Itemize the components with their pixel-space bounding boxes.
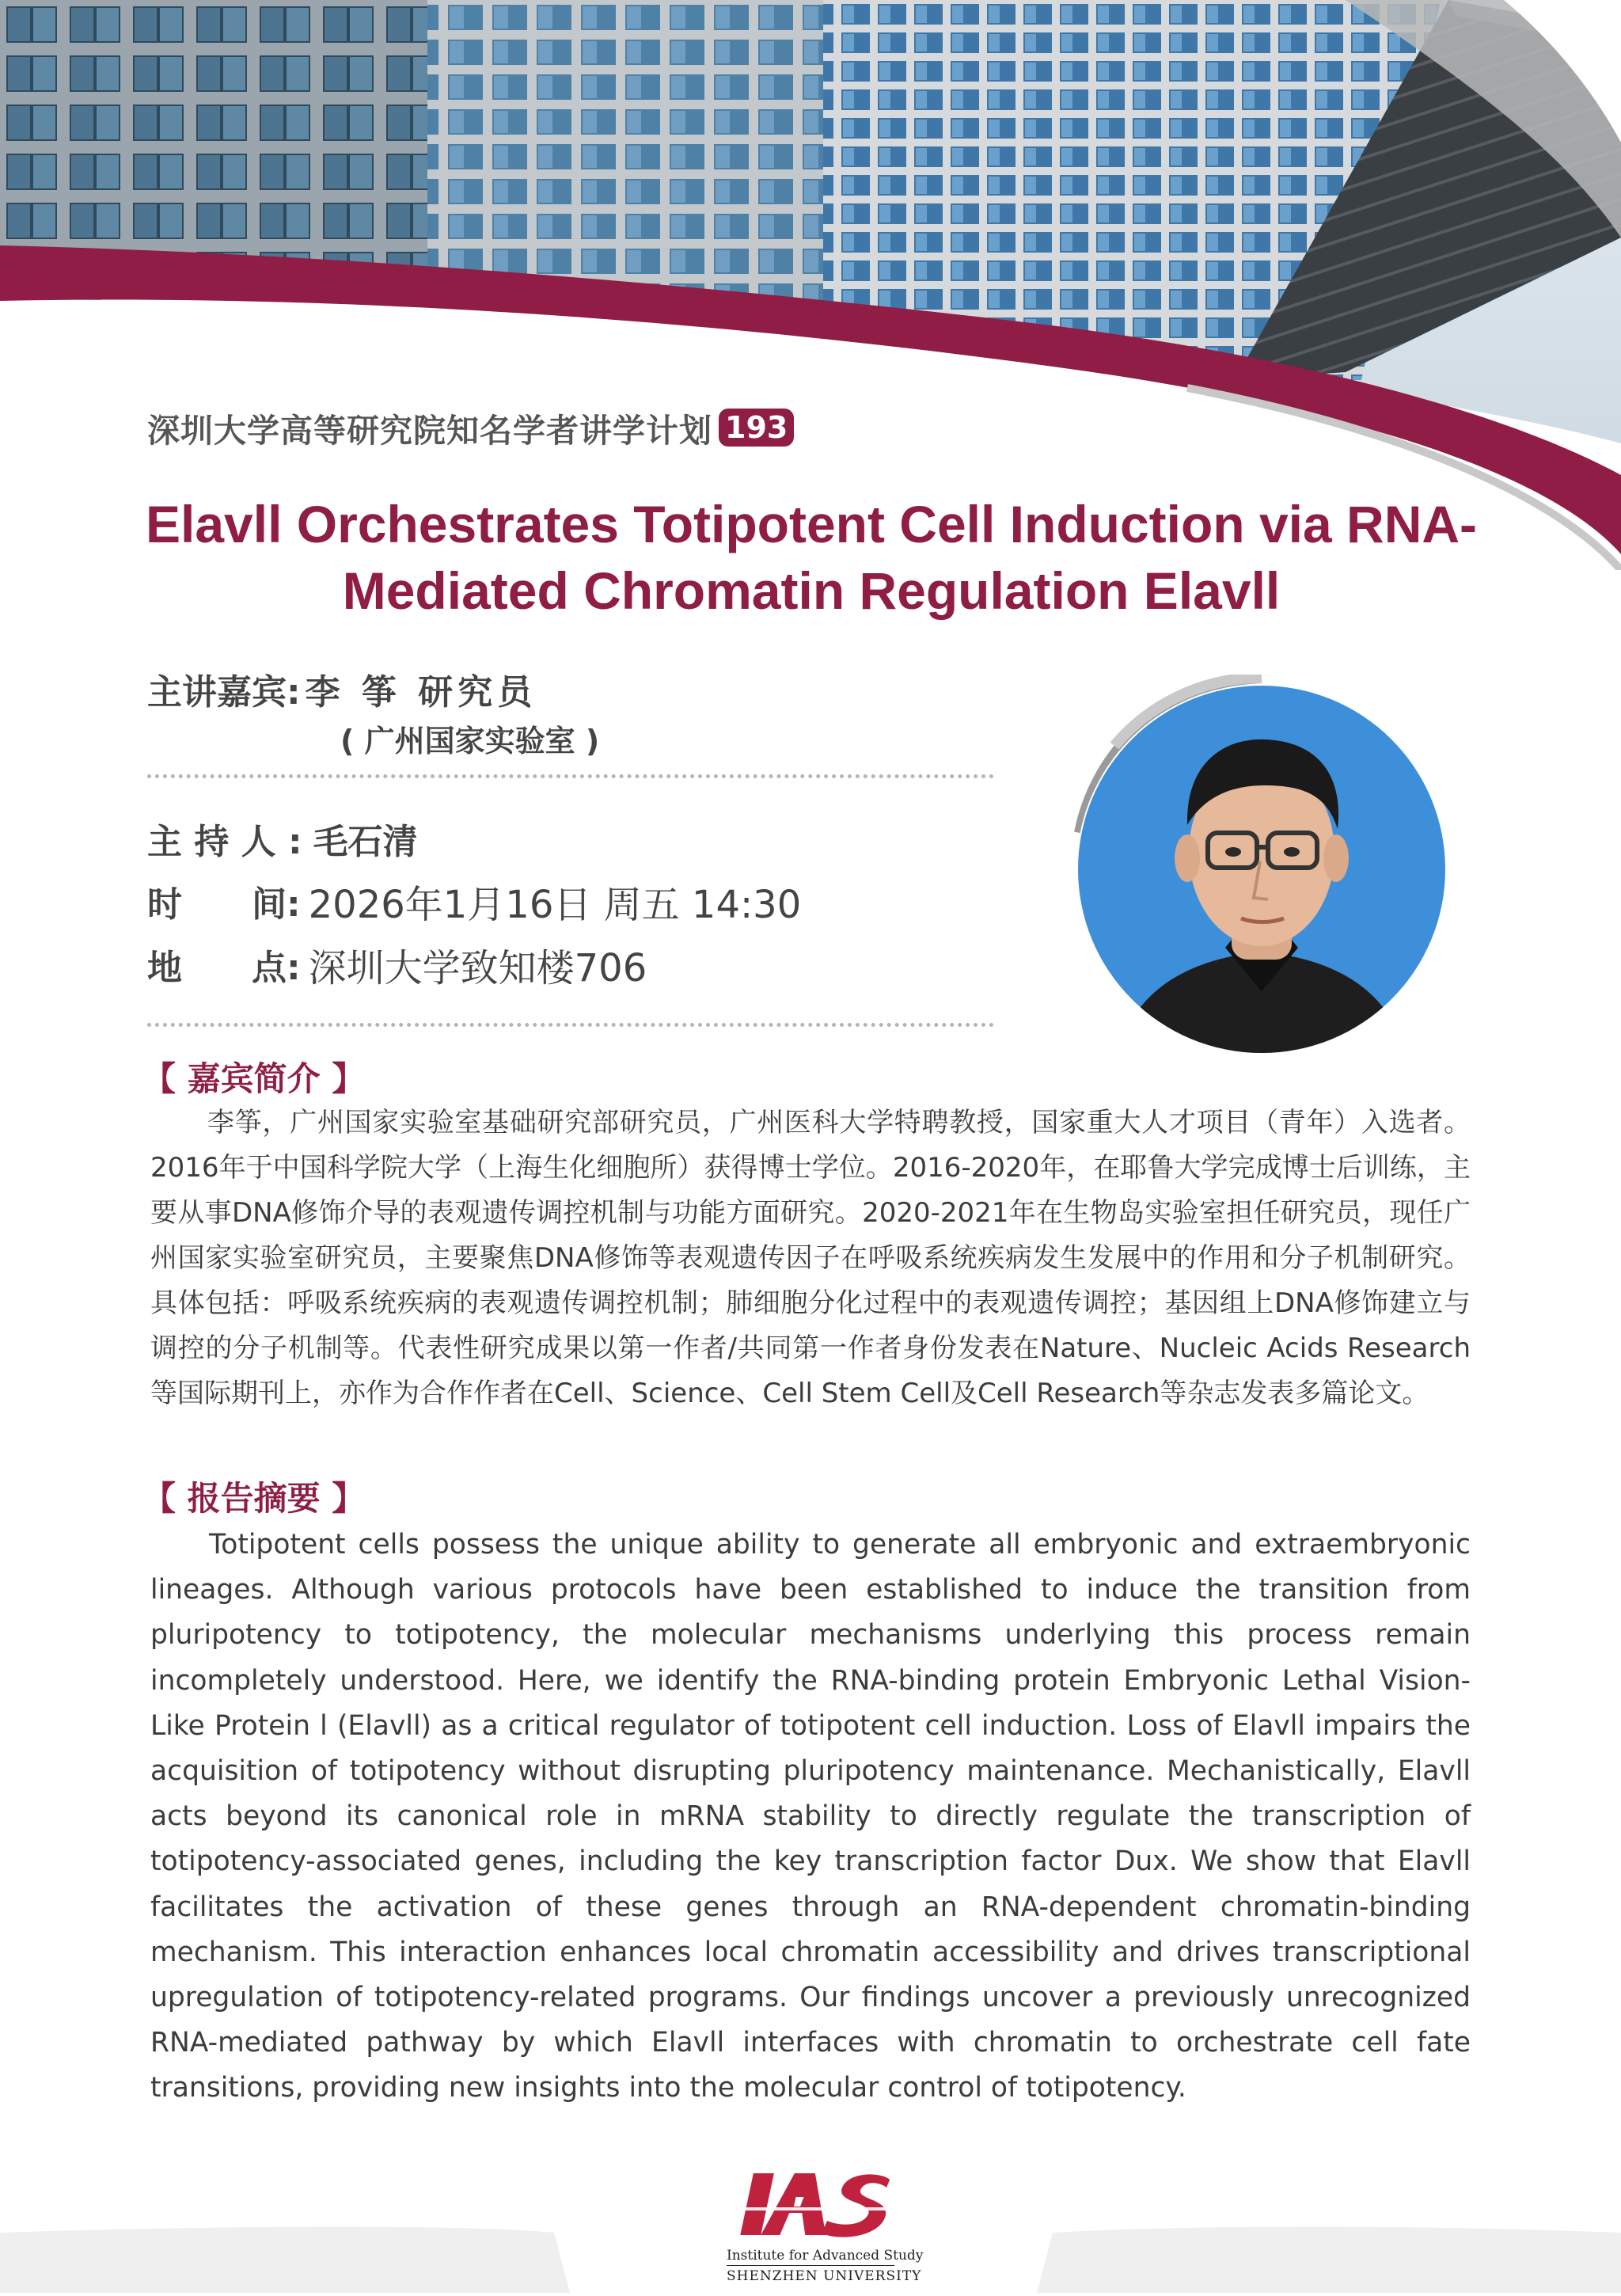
talk-title <box>103 491 1520 624</box>
host-label: 主 持 人 : <box>147 822 302 862</box>
speaker-label: 主讲嘉宾: <box>147 672 301 713</box>
abstract-paragraph: Totipotent cells possess the unique ability to generate all embryonic and extraembryonic lineages. Although various protocols have been established to induce the transition from pluripotency to totipotency, the molecular mechanisms underlying this process remain incompletely understood. Here, we identify the RNA-binding protein Embryonic Lethal Vision-Like Protein l (Elavll) as a critical regulator of totipotent cell induction. Loss of Elavll impairs the acquisition of totipotency without disrupting pluripotency maintenance. Mechanistically, Elavll acts beyond its canonical role in mRNA stability to directly regulate the transcription of totipotency-associated genes, including the key transcription factor Dux. We show that Elavll facilitates the activation of these genes through an RNA-dependent chromatin-binding mechanism. This interaction enhances local chromatin accessibility and drives transcriptional upregulation of totipotency-related programs. Our findings uncover a previously unrecognized RNA-mediated pathway by which Elavll interfaces with chromatin to orchestrate cell fate transitions, providing new insights into the molecular control of totipotency. <box>150 1529 1471 2104</box>
time-value: 2026年1月16日 周五 14:30 <box>308 882 802 927</box>
speaker-affiliation: ( 广州国家实验室 ) <box>340 724 600 758</box>
series-line <box>147 408 794 450</box>
header-banner <box>0 0 1621 570</box>
bio-paragraph: 李筝，广州国家实验室基础研究部研究员，广州医科大学特聘教授，国家重大人才项目（青年）入选者。2016年于中国科学院大学（上海生化细胞所）获得博士学位。2016-2020年，在耶鲁大学完成博士后训练，主要从事DNA修饰介导的表观遗传调控机制与功能方面研究。2020-2021年在生物岛实验室担任研究员，现任广州国家实验室研究员，主要聚焦DNA修饰等表观遗传因子在呼吸系统疾病发生发展中的作用和分子机制研究。具体包括：呼吸系统疾病的表观遗传调控机制；肺细胞分化过程中的表观遗传调控；基因组上DNA修饰建立与调控的分子机制等。代表性研究成果以第一作者/共同第一作者身份发表在Nature、Nucleic Acids Research等国际期刊上，亦作为合作作者在Cell、Science、Cell Stem Cell及Cell Research等杂志发表多篇论文。 <box>150 1107 1471 1409</box>
dotted-divider <box>147 1023 994 1027</box>
dotted-divider <box>147 774 994 778</box>
ias-logo-line-2: SHENZHEN UNIVERSITY <box>727 2268 922 2284</box>
ias-logo-line-1: Institute for Advanced Study <box>727 2248 894 2266</box>
ias-logo-mark <box>723 2165 898 2245</box>
ias-logo <box>723 2165 924 2293</box>
host-value: 毛石清 <box>313 822 418 862</box>
talk-title-line-1: Elavll Orchestrates Totipotent Cell Induction via RNA- <box>145 495 1478 553</box>
abstract-heading: 【 报告摘要 】 <box>142 1479 366 1518</box>
place-label: 地 点: <box>147 948 301 988</box>
host-row <box>147 813 418 864</box>
speaker-name: 李 筝 研究员 <box>305 672 537 713</box>
bio-heading: 【 嘉宾简介 】 <box>142 1059 366 1098</box>
series-number-badge: 193 <box>719 409 794 447</box>
speaker-photo <box>1067 675 1456 1064</box>
time-label: 时 间: <box>147 884 301 925</box>
place-row <box>147 939 647 990</box>
place-value: 深圳大学致知楼706 <box>308 945 647 990</box>
speaker-row <box>147 665 537 713</box>
talk-title-line-2: Mediated Chromatin Regulation Elavll <box>342 561 1281 620</box>
series-text: 深圳大学高等研究院知名学者讲学计划 <box>147 411 712 450</box>
time-row <box>147 876 801 926</box>
